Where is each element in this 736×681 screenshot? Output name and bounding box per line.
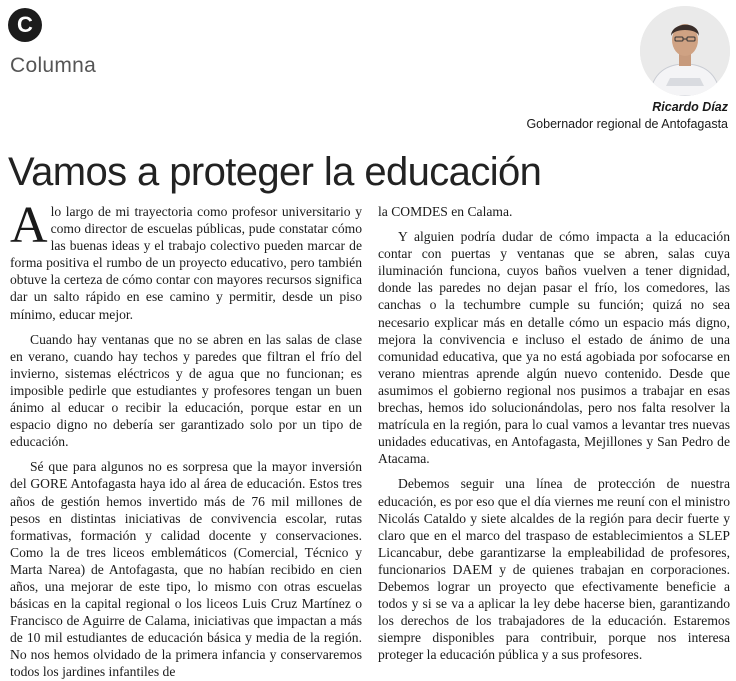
paragraph: Y alguien podría dudar de cómo impacta a la educación contar con puertas y ventanas que se abren, salas cuya iluminación funciona, cuyos baños vuelven a tener dignidad, donde las paredes no dejan pasar el frío, los comedores, las canchas o la techumbre cumple su función; quizá no sea necesario explicar más en detalle cómo un espacio más digno, mejora la convivencia e incluso el estado de ánimo de una comunidad educativa, que ya no está agobiada por sofocarse en verano mientras aprende algún nuevo contenido. Desde que asumimos el gobierno regional nos pusimos a trabajar en esas brechas, hemos ido solucionándolas, pero nos falta resolver la matrícula en la región, para lo cual vamos a levantar tres nuevas unidades educativas, en Antofagasta, Mejillones y San Pedro de Atacama. (378, 229, 730, 467)
article-headline: Vamos a proteger la educación (8, 150, 542, 194)
drop-cap: A (10, 197, 48, 254)
author-role: Gobernador regional de Antofagasta (526, 117, 728, 131)
body-column-left (10, 197, 362, 681)
paragraph: Sé que para algunos no es sorpresa que la mayor inversión del GORE Antofagasta haya ido al área de educación. Estos tres años de gestión hemos invertido más de 76 mil millones de pesos en distintas iniciativas de convivencia escolar, rutas formativas, formación y calidad docente y conservaciones. Como la de tres liceos emblemáticos (Comercial, Técnico y Marta Narea) de Antofagasta, que no habían recibido en cien años, una mejorar de este tipo, lo mismo con otras escuelas básicas en la capital regional o los liceos Luis Cruz Martínez o Francisco de Aguirre de Calama, iniciativas que impactan a más de 10 mil estudiantes de educación básica y media de la región. No nos hemos olvidado de la primera infancia y conservaremos todos los jardines infantiles de (10, 459, 362, 680)
author-portrait-icon (640, 6, 730, 96)
author-name: Ricardo Díaz (652, 100, 728, 114)
author-photo (640, 6, 730, 96)
paragraph: Debemos seguir una línea de protección de nuestra educación, es por eso que el día viernes me reuní con el ministro Nicolás Cataldo y siete alcaldes de la región para decir fuerte y claro que en el marco del traspaso de establecimientos a SLEP Licancabur, debe garantizarse la empleabilidad de profesores, funcionarios DAEM y de quienes trabajan en corporaciones. Debemos lograr un proyecto que efectivamente beneficie a todos y si se va a aplicar la ley debe hacerse bien, garantizando los derechos de los trabajadores de la educación. Estaremos siempre disponibles para contribuir, porque nos interesa proteger la educación pública y a sus profesores. (378, 476, 730, 663)
paragraph: Cuando hay ventanas que no se abren en las salas de clase en verano, cuando hay techos y paredes que filtran el frío del invierno, sistemas eléctricos y de agua que no funcionan; es imposible pedirle que estudiantes y profesores tengan un buen ánimo al educar o recibir la educación, porque estar en un espacio digno no debería ser garantizado solo por un tipo de educación. (10, 331, 362, 450)
author-block (526, 100, 728, 131)
section-label: Columna (10, 54, 97, 77)
paragraph: la COMDES en Calama. (378, 204, 513, 219)
body-column-right (378, 203, 730, 663)
column-badge: C (8, 8, 42, 42)
paragraph: lo largo de mi trayectoria como profesor universitario y como director de escuelas públicas, pude constatar cómo las buenas ideas y el trabajo colectivo pueden marcar de forma positiva el rumbo de un proyecto educativo, pero también obtuve la certeza de cómo contar con mayores recursos significa dar un salto rápido en ese camino y permitir, desde un piso mínimo, educar mejor. (10, 204, 362, 322)
